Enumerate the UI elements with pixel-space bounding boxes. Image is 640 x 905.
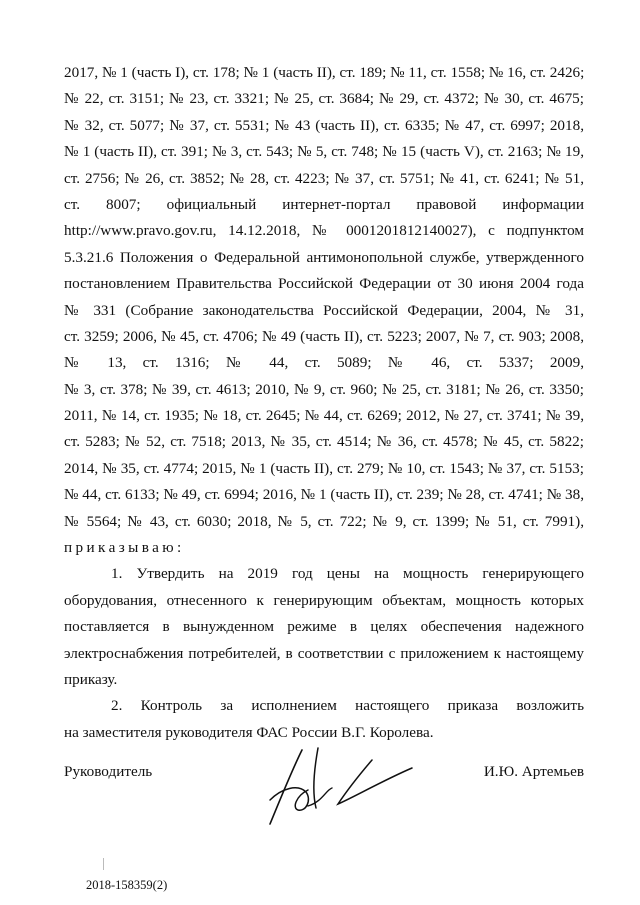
signatory-name: И.Ю. Артемьев (483, 763, 584, 780)
document-id: 2018-158359(2) (86, 878, 168, 892)
text-line: ст. 2756; № 26, ст. 3852; № 28, ст. 4223; № 37, ст. 5751; № 41, ст. 6241; № 51, (64, 169, 584, 187)
item1-line: электроснабжения потребителей, в соответствии с приложением к настоящему (64, 644, 584, 662)
text-line: № 32, ст. 5077; № 37, ст. 5531; № 43 (часть II), ст. 6335; № 47, ст. 6997; 2018, (64, 116, 584, 134)
text-line: № 44, ст. 6133; № 49, ст. 6994; 2016, № 1 (часть II), ст. 239; № 28, ст. 4741; № 38, (64, 486, 584, 504)
document-body (64, 60, 584, 746)
item2-line: на заместителя руководителя ФАС России В.Г. Королева. (64, 723, 434, 741)
scan-mark (103, 858, 106, 870)
item2-line: 2. Контроль за исполнением настоящего приказа возложить (111, 697, 584, 715)
text-line: ст. 5283; № 52, ст. 7518; 2013, № 35, ст. 4514; № 36, ст. 4578; № 45, ст. 5822; (64, 433, 584, 451)
text-line: 5.3.21.6 Положения о Федеральной антимонопольной службе, утвержденного (64, 248, 584, 266)
text-line: ст. 8007; официальный интернет-портал правовой информации (64, 195, 584, 213)
text-line: 2014, № 35, ст. 4774; 2015, № 1 (часть II), ст. 279; № 10, ст. 1543; № 37, ст. 5153; (64, 459, 584, 477)
text-line: № 22, ст. 3151; № 23, ст. 3321; № 25, ст. 3684; № 29, ст. 4372; № 30, ст. 4675; (64, 90, 584, 108)
text-line: № 331 (Собрание законодательства Российской Федерации, 2004, № 31, (64, 301, 584, 319)
text-line: 2017, № 1 (часть I), ст. 178; № 1 (часть II), ст. 189; № 11, ст. 1558; № 16, ст. 2426; (64, 64, 585, 81)
item1-line: оборудования, отнесенного к генерирующим объектам, мощность которых (64, 591, 584, 609)
text-line: № 3, ст. 378; № 39, ст. 4613; 2010, № 9, ст. 960; № 25, ст. 3181; № 26, ст. 3350; (64, 380, 584, 398)
text-line: http://www.pravo.gov.ru, 14.12.2018, № 0001201812140027), с подпунктом (64, 222, 584, 240)
item1-line: поставляется в вынужденном режиме в целях обеспечения надежного (64, 618, 584, 636)
text-line: 2011, № 14, ст. 1935; № 18, ст. 2645; № 44, ст. 6269; 2012, № 27, ст. 3741; № 39, (64, 407, 584, 425)
prikaz-heading: приказываю: (64, 539, 185, 557)
item1-line: приказу. (64, 670, 118, 688)
handwritten-signature (262, 740, 422, 832)
signatory-title: Руководитель (64, 763, 153, 780)
text-line: № 13, ст. 1316; № 44, ст. 5089; № 46, ст. 5337; 2009, (64, 354, 584, 372)
item1-line: 1. Утвердить на 2019 год цены на мощность генерирующего (111, 565, 584, 583)
text-line: № 1 (часть II), ст. 391; № 3, ст. 543; № 5, ст. 748; № 15 (часть V), ст. 2163; № 19, (64, 143, 584, 161)
text-line: постановлением Правительства Российской Федерации от 30 июня 2004 года (64, 275, 584, 293)
text-line: № 5564; № 43, ст. 6030; 2018, № 5, ст. 722; № 9, ст. 1399; № 51, ст. 7991), (64, 512, 584, 530)
text-line: ст. 3259; 2006, № 45, ст. 4706; № 49 (часть II), ст. 5223; 2007, № 7, ст. 903; 2008, (64, 327, 584, 345)
